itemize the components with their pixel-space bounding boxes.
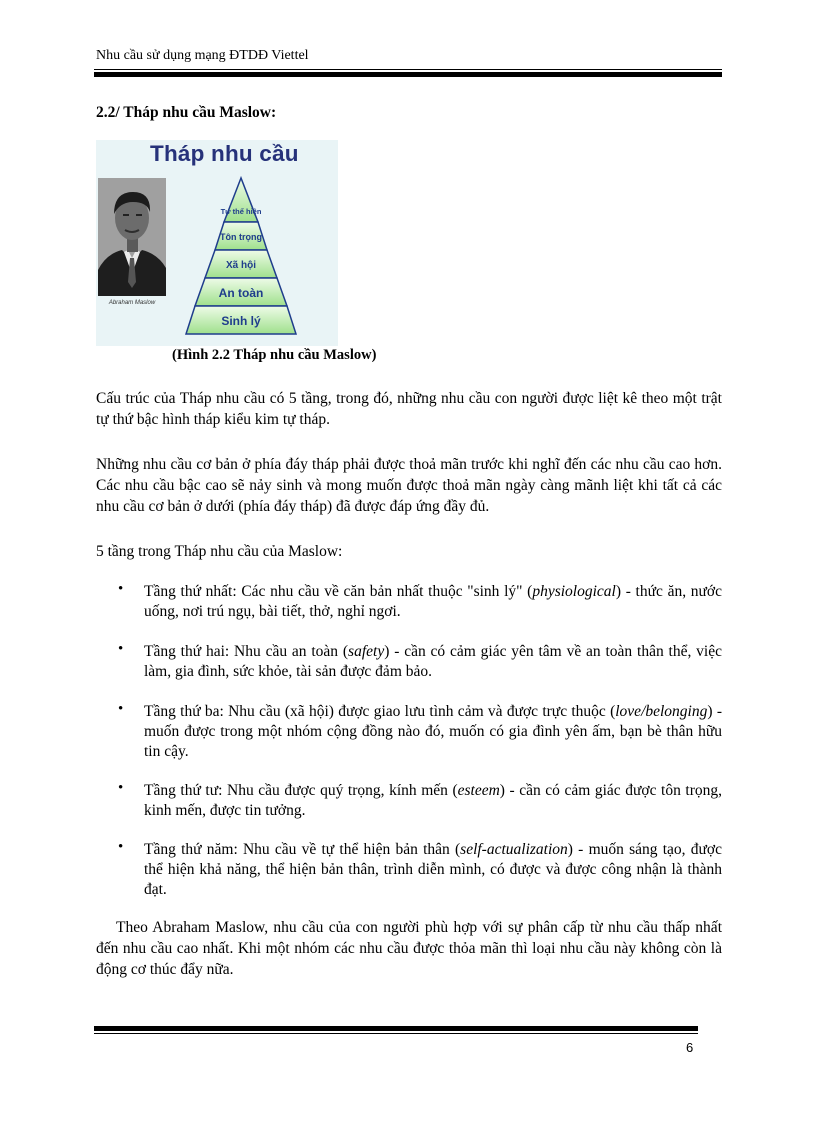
pyramid-label-esteem: Tôn trọng [220, 232, 262, 242]
header-rule-thick [94, 72, 722, 77]
paragraph-list-intro: 5 tầng trong Tháp nhu cầu của Maslow: [96, 543, 343, 560]
bullet-icon: • [118, 581, 124, 597]
pyramid-label-safety: An toàn [218, 286, 264, 300]
header-rule-thin [94, 69, 722, 70]
footer-rule-thin [94, 1033, 698, 1034]
maslow-figure [96, 140, 338, 346]
list-item-text: Tầng thứ ba: Nhu cầu (xã hội) được giao lưu tình cảm và được trực thuộc (love/belonging) - muốn được trong một nhóm cộng đồng nào đó, muốn có gia đình yên ấm, bạn bè thân hữu tin cậy. [144, 703, 722, 760]
figure-caption: (Hình 2.2 Tháp nhu cầu Maslow) [172, 347, 377, 363]
list-item-text: Tầng thứ tư: Nhu cầu được quý trọng, kính mến (esteem) - cần có cảm giác được tôn trọng, kinh mến, được tin tưởng. [144, 782, 722, 819]
page-header-title: Nhu cầu sử dụng mạng ĐTDĐ Viettel [96, 48, 309, 63]
paragraph-basic-needs: Những nhu cầu cơ bản ở phía đáy tháp phải được thoả mãn trước khi nghĩ đến các nhu cầu cao hơn. Các nhu cầu bậc cao sẽ nảy sinh và mong muốn được thoả mãn ngày càng mãnh liệt khi tất cả các nhu cầu cơ bản ở dưới (phía đáy tháp) đã được đáp ứng đầy đủ. [96, 456, 722, 515]
bullet-icon: • [118, 780, 124, 796]
pyramid-label-self-actualization: Tự thể hiện [220, 207, 262, 216]
list-item-text: Tầng thứ năm: Nhu cầu về tự thể hiện bản thân (self-actualization) - muốn sáng tạo, được thể hiện khả năng, thể hiện bản thân, trình diễn mình, có được và được công nhận là thành đạt. [144, 841, 722, 898]
footer-rule-thick [94, 1026, 698, 1031]
bullet-icon: • [118, 641, 124, 657]
section-heading: 2.2/ Tháp nhu cầu Maslow: [96, 104, 277, 121]
page-number: 6 [686, 1040, 694, 1055]
list-item-text: Tầng thứ hai: Nhu cầu an toàn (safety) - cần có cảm giác yên tâm về an toàn thân thể, việc làm, gia đình, sức khỏe, tài sản được đảm bảo. [144, 643, 722, 680]
portrait-label: Abraham Maslow [108, 300, 156, 306]
paragraph-conclusion: Theo Abraham Maslow, nhu cầu của con người phù hợp với sự phân cấp từ nhu cầu thấp nhất đến nhu cầu cao nhất. Khi một nhóm các nhu cầu được thỏa mãn thì loại nhu cầu này không còn là động cơ thúc đẩy nữa. [96, 919, 722, 978]
paragraph-structure: Cấu trúc của Tháp nhu cầu có 5 tầng, trong đó, những nhu cầu con người được liệt kê theo một trật tự thứ bậc hình tháp kiểu kim tự tháp. [96, 390, 722, 428]
bullet-icon: • [118, 839, 124, 855]
pyramid-label-social: Xã hội [225, 260, 257, 271]
list-item-text: Tầng thứ nhất: Các nhu cầu về căn bản nhất thuộc "sinh lý" (physiological) - thức ăn, nước uống, nơi trú ngụ, bài tiết, thở, nghỉ ngơi. [144, 583, 722, 620]
maslow-pyramid [96, 140, 338, 346]
pyramid-label-physiological: Sinh lý [221, 314, 261, 328]
bullet-icon: • [118, 701, 124, 717]
figure-title: Tháp nhu cầu [150, 141, 299, 166]
